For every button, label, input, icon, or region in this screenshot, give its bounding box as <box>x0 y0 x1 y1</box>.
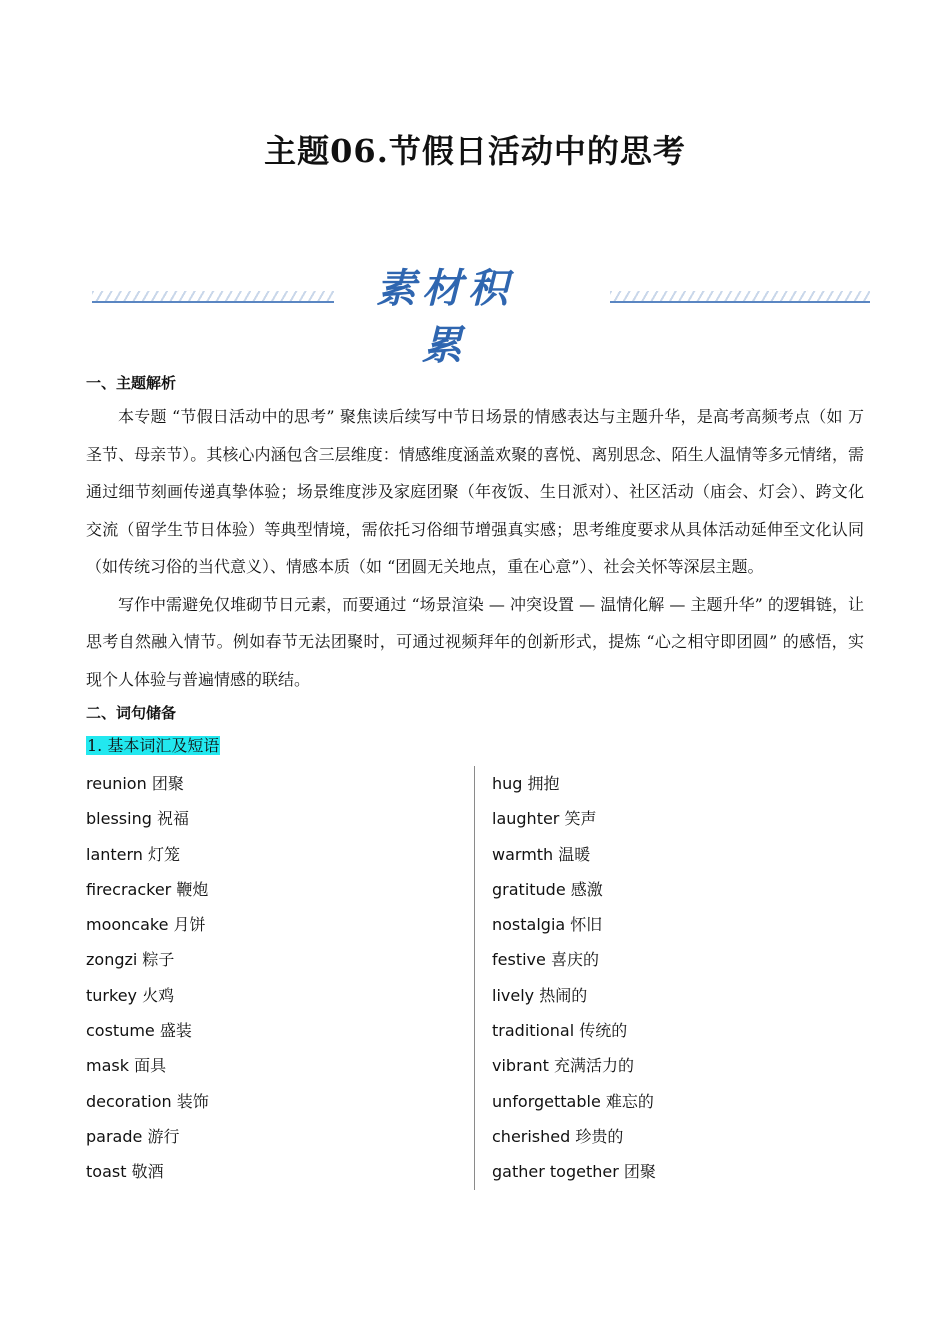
vocab-item: blessing 祝福 <box>86 809 189 829</box>
vocab-item: lantern 灯笼 <box>86 844 181 864</box>
vocab-item: gratitude 感激 <box>492 879 603 899</box>
vocab-item: unforgettable 难忘的 <box>492 1091 654 1111</box>
section-heading-analysis: 一、主题解析 <box>86 374 177 392</box>
vocab-item: turkey 火鸡 <box>86 985 175 1005</box>
vocab-item: toast 敬酒 <box>86 1162 164 1182</box>
paragraph-2: 写作中需避免仅堆砌节日元素，而要通过 “场景渲染 — 冲突设置 — 温情化解 — 主题升华” 的逻辑链，让思考自然融入情节。例如春节无法团聚时，可通过视频拜年的创新形式，提炼 “心之相守即团圆” 的感悟，实现个人体验与普遍情感的联结。 <box>86 594 864 689</box>
vocab-item: reunion 团聚 <box>86 774 184 793</box>
vocab-column-right <box>492 766 864 1190</box>
subheading-basic-vocab <box>86 732 864 760</box>
vocab-item: decoration 装饰 <box>86 1091 209 1111</box>
paragraph-1: 本专题 “节假日活动中的思考” 聚焦读后续写中节日场景的情感表达与主题升华，是高考高频考点（如 万圣节、母亲节）。其核心内涵包含三层维度：情感维度涵盖欢聚的喜悦、离别思念、陌生人温情等多元情绪，需通过细节刻画传递真挚体验；场景维度涉及家庭团聚（年夜饭、生日派对）、社区活动（庙会、灯会）、跨文化交流（留学生节日体验）等典型情境，需依托习俗细节增强真实感；思考维度要求从具体活动延伸至文化认同（如传统习俗的当代意义）、情感本质（如 “团圆无关地点，重在心意”）、社会关怀等深层主题。 <box>86 407 864 576</box>
vocab-item: hug 拥抱 <box>492 774 560 793</box>
vocab-item: laughter 笑声 <box>492 809 597 829</box>
section-heading-vocab: 二、词句储备 <box>86 704 177 722</box>
vocab-item: nostalgia 怀旧 <box>492 915 603 935</box>
document-body <box>86 368 864 1182</box>
page-title: 主题06.节假日活动中的思考 <box>264 132 686 170</box>
vocab-item: gather together 团聚 <box>492 1162 656 1182</box>
vocab-item: lively 热闹的 <box>492 985 588 1005</box>
vocab-item: firecracker 鞭炮 <box>86 879 209 899</box>
vocab-item: costume 盛装 <box>86 1021 192 1041</box>
banner-decoration-right <box>610 291 870 303</box>
vocab-item: cherished 珍贵的 <box>492 1126 624 1146</box>
column-divider <box>474 766 475 1190</box>
highlighted-subheading: 1. 基本词汇及短语 <box>87 736 220 755</box>
vocab-item: vibrant 充满活力的 <box>492 1056 634 1076</box>
vocab-item: traditional 传统的 <box>492 1021 628 1041</box>
vocab-item: zongzi 粽子 <box>86 950 175 970</box>
vocab-item: mask 面具 <box>86 1056 167 1076</box>
section-banner <box>0 255 950 369</box>
vocab-item: parade 游行 <box>86 1126 180 1146</box>
banner-title: 素材积累 <box>376 265 514 369</box>
vocab-item: mooncake 月饼 <box>86 915 206 935</box>
vocab-item: warmth 温暖 <box>492 844 591 864</box>
banner-decoration-left <box>92 291 334 303</box>
vocab-item: festive 喜庆的 <box>492 950 599 970</box>
vocab-column-left <box>86 766 466 1190</box>
